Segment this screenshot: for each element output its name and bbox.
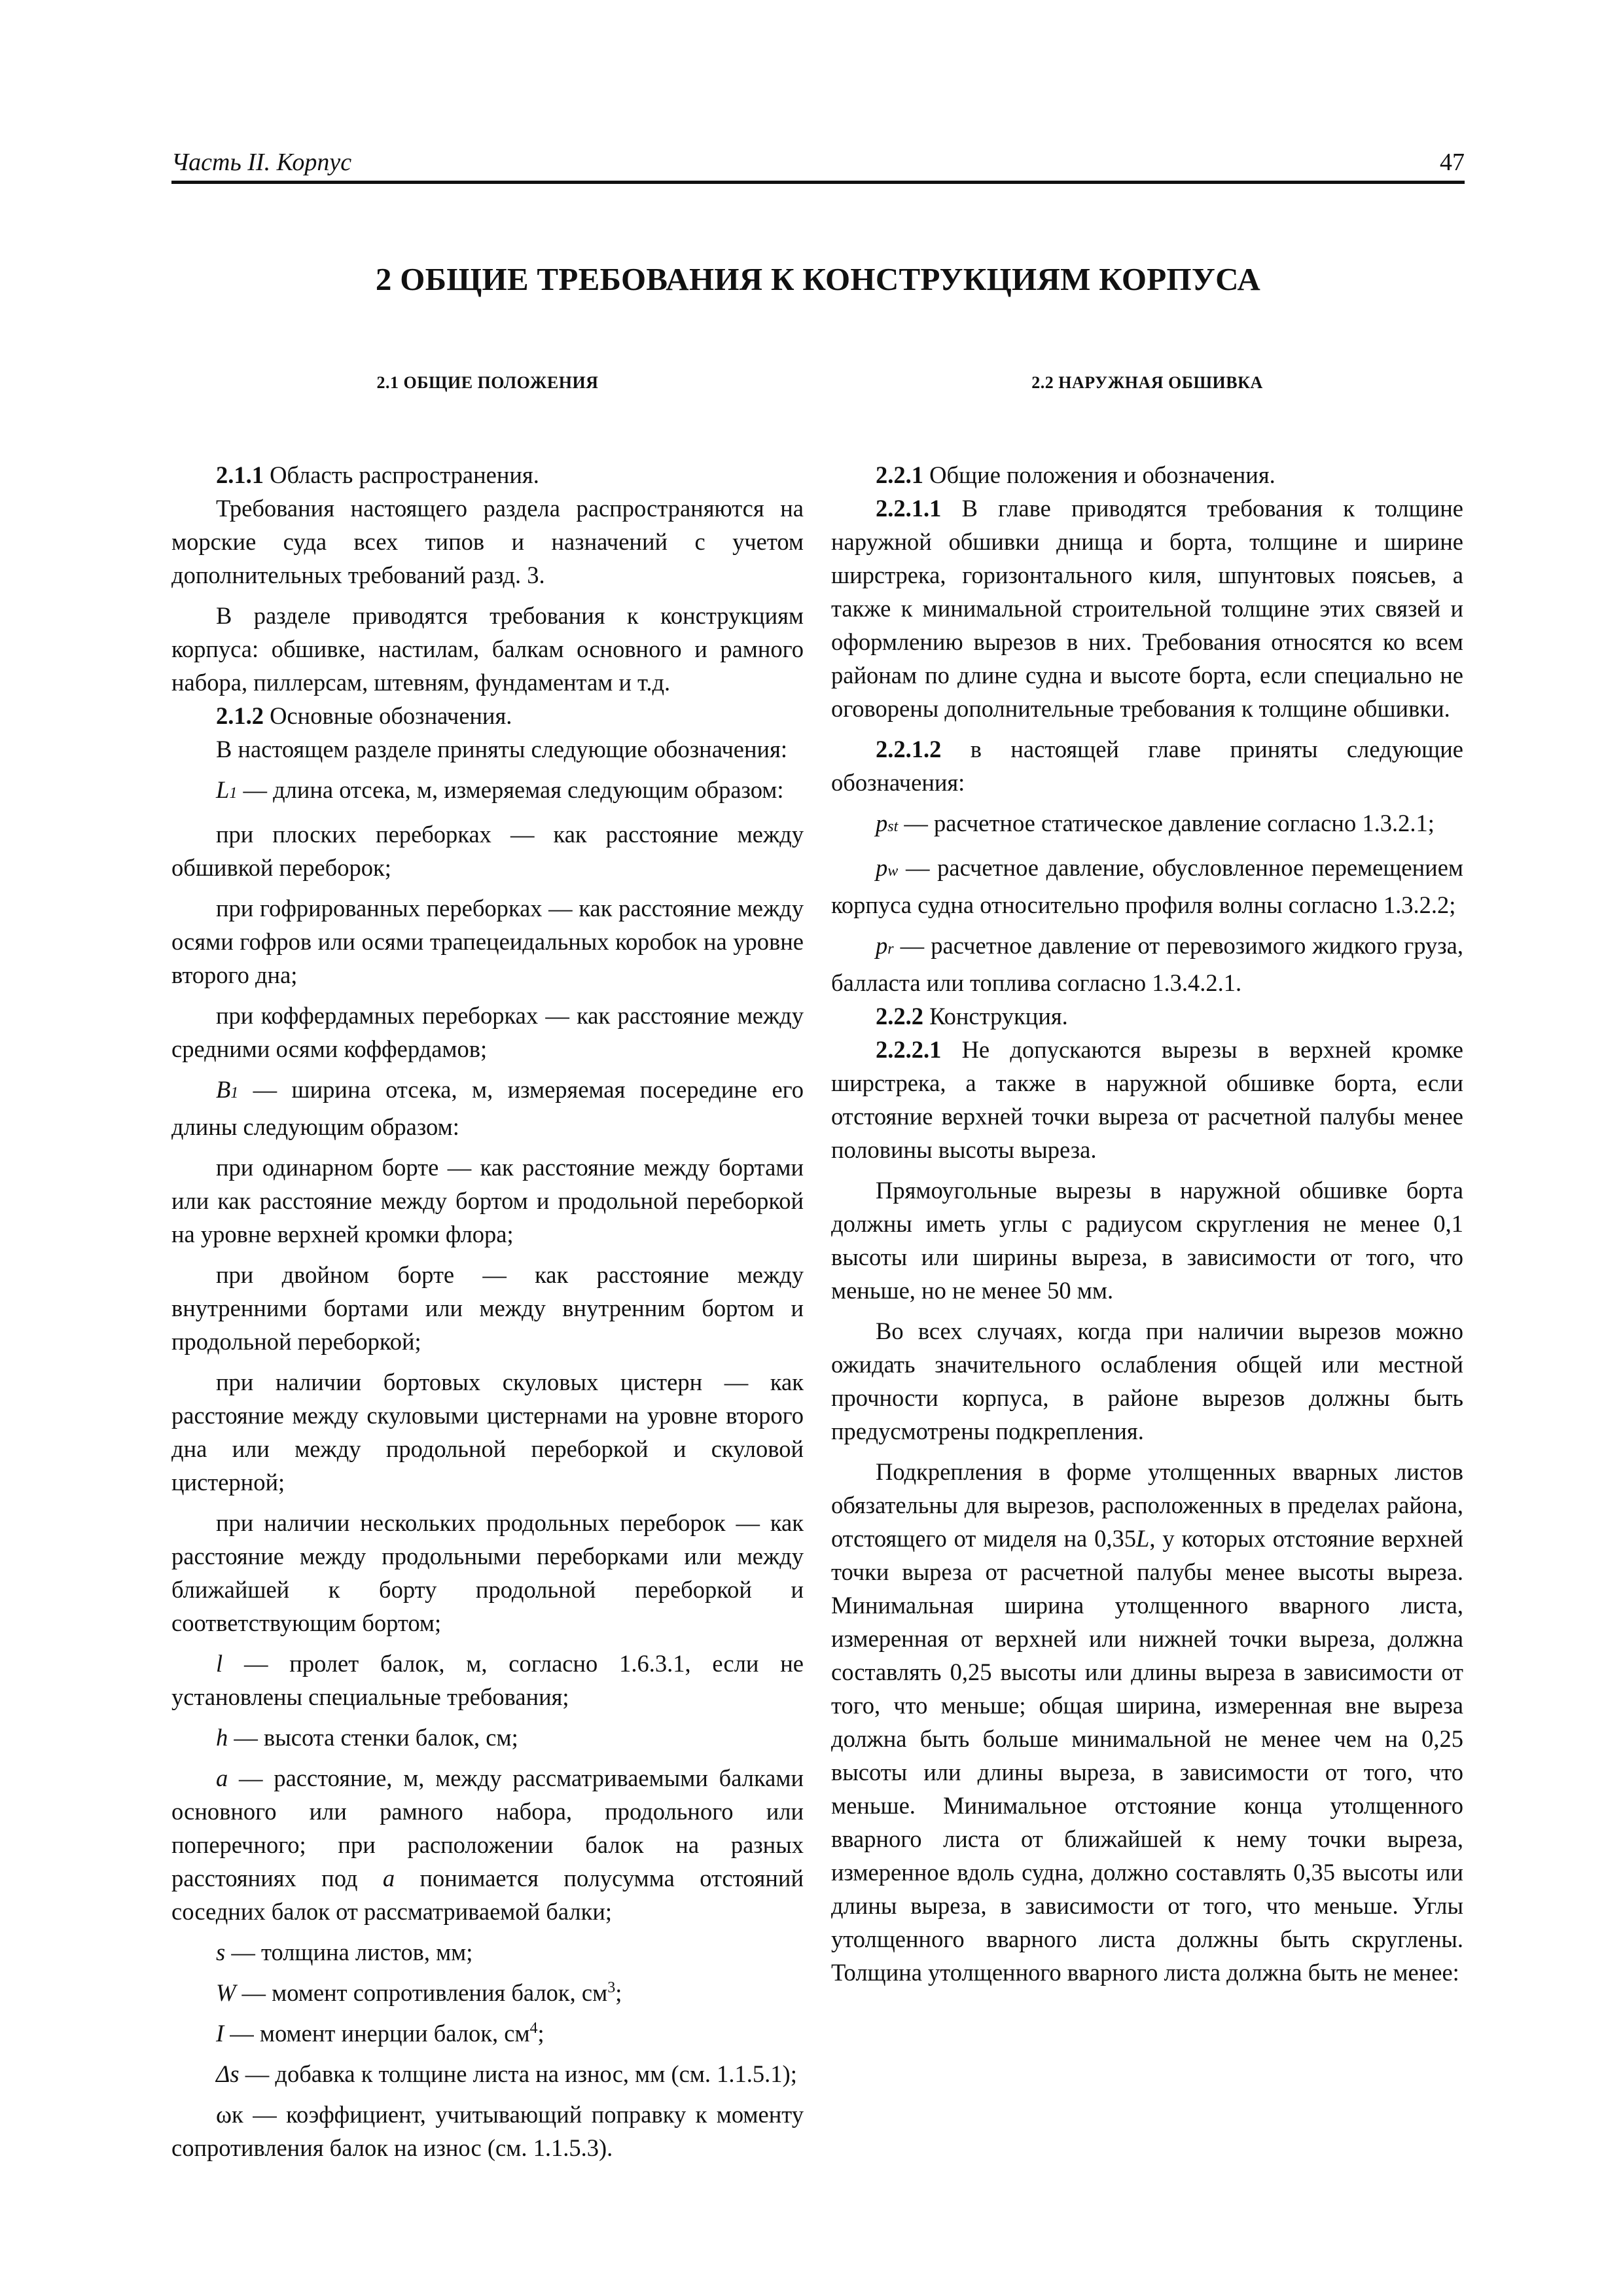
paragraph: Требования настоящего раздела распространяются на морские суда всех типов и назначений с учетом дополнительных требований разд. 3.: [171, 495, 804, 588]
subscript: w: [887, 863, 899, 880]
definition-l: [171, 1647, 804, 1713]
running-head: Часть II. Корпус: [171, 149, 352, 176]
paragraph: при наличии бортовых скуловых цистерн — как расстояние между скуловыми цистернами на уровне второго дна или между продольной переборкой и скуловой цистерной;: [171, 1369, 804, 1496]
definition-text: понимается полусумма отстояний соседних балок от рассматриваемой балки;: [171, 1865, 804, 1925]
subscript: 1: [229, 785, 238, 802]
definition-s: [171, 1935, 804, 1969]
symbol: p: [876, 810, 888, 836]
paragraph: при плоских переборках — как расстояние между обшивкой переборок;: [171, 821, 804, 881]
definition-text: — расчетное давление от перевозимого жидкого груза, балласта или топлива согласно 1.3.4.2.1.: [831, 932, 1463, 996]
heading-number: 2.1.1: [216, 461, 264, 488]
definition-B1: [171, 1073, 804, 1143]
heading-text: Конструкция.: [923, 1003, 1068, 1030]
clause-text: В главе приводятся требования к толщине наружной обшивки днища и борта, толщине и ширине ширстрека, горизонтального киля, шпунтовых поясьев, а также к минимальной строительной толщине этих связей и оформлению вырезов в них. Требования относятся ко всем районам по длине судна и высоте борта, если специально не оговорены дополнительные требования к толщине обшивки.: [831, 495, 1463, 722]
definition-text: — расчетное статическое давление согласно 1.3.2.1;: [898, 810, 1435, 836]
heading-text: Область распространения.: [264, 461, 539, 488]
paragraph: при одинарном борте — как расстояние между бортами или как расстояние между бортом и продольной переборкой на уровне верхней кромки флора;: [171, 1154, 804, 1247]
symbol: I: [216, 2020, 224, 2047]
paragraph-2-2-1-2: [831, 732, 1463, 799]
section-title-2-1: 2.1 ОБЩИЕ ПОЛОЖЕНИЯ: [376, 373, 599, 392]
page-header: [171, 143, 1465, 184]
symbol: l: [216, 1650, 223, 1677]
heading-number: 2.2.1: [876, 461, 923, 488]
definition-I: [171, 2017, 804, 2050]
subscript: r: [887, 941, 894, 958]
paragraph: при гофрированных переборках — как расстояние между осями гофров или осями трапецеидальных коробок на уровне второго дна;: [171, 895, 804, 988]
definition-text: — расчетное давление, обусловленное перемещением корпуса судна относительно профиля волны согласно 1.3.2.2;: [831, 854, 1463, 918]
superscript: 4: [529, 2019, 538, 2037]
superscript: 3: [607, 1979, 616, 1996]
section-title-2-2: 2.2 НАРУЖНАЯ ОБШИВКА: [1031, 373, 1263, 392]
definition-text: — длина отсека, м, измеряемая следующим образом:: [237, 776, 784, 803]
paragraph: Во всех случаях, когда при наличии вырезов можно ожидать значительного ослабления общей или местной прочности корпуса, в районе вырезов должны быть предусмотрены подкрепления.: [831, 1318, 1463, 1444]
symbol: s: [216, 1939, 226, 1965]
symbol: L: [216, 776, 230, 803]
subsection-heading-2-2-1: [831, 458, 1463, 492]
symbol: ωк: [216, 2101, 243, 2128]
clause-number: 2.2.1.2: [876, 736, 942, 762]
definition-text: — добавка к толщине листа на износ, мм (см. 1.1.5.1);: [239, 2060, 797, 2087]
paragraph: В настоящем разделе приняты следующие обозначения:: [216, 736, 788, 762]
subsection-heading-2-1-1: [171, 458, 804, 492]
chapter-title: 2 ОБЩИЕ ТРЕБОВАНИЯ К КОНСТРУКЦИЯМ КОРПУСА: [375, 261, 1261, 297]
symbol: a: [382, 1865, 395, 1892]
definition-pr: [831, 929, 1463, 999]
paragraph: при коффердамных переборках — как расстояние между средними осями коффердамов;: [171, 1002, 804, 1062]
symbol: h: [216, 1724, 228, 1751]
symbol: a: [216, 1765, 228, 1791]
definition-text: — момент сопротивления балок, см: [236, 1979, 608, 2006]
heading-text: Основные обозначения.: [264, 702, 512, 729]
definition-text: — ширина отсека, м, измеряемая посередине его длины следующим образом:: [171, 1076, 804, 1140]
subscript: 1: [230, 1085, 239, 1102]
definition-text: — расстояние, м, между рассматриваемыми балками основного или рамного набора, продольного или поперечного; при расположении балок на разных расстояниях под: [171, 1765, 804, 1892]
definition-L1: [171, 773, 804, 810]
symbol: p: [876, 854, 888, 881]
definition-text: — коэффициент, учитывающий поправку к моменту сопротивления балок на износ (см. 1.1.5.3).: [171, 2101, 804, 2161]
subsection-heading-2-1-2: [171, 699, 804, 732]
symbol: B: [216, 1076, 231, 1103]
symbol: Δs: [216, 2060, 240, 2087]
definition-pw: [831, 851, 1463, 922]
paragraph: [831, 1455, 1463, 1989]
paragraph-2-2-1-1: [831, 492, 1463, 725]
right-column: [831, 373, 1463, 1989]
definition-delta-s: [171, 2057, 804, 2090]
paragraph: при двойном борте — как расстояние между внутренними бортами или между внутренним бортом и продольной переборкой;: [171, 1261, 804, 1355]
definition-end: ;: [615, 1979, 622, 2006]
definition-a: [171, 1761, 804, 1928]
definition-text: — пролет балок, м, согласно 1.6.3.1, если не установлены специальные требования;: [171, 1650, 804, 1710]
paragraph: В разделе приводятся требования к конструкциям корпуса: обшивке, настилам, балкам основного и рамного набора, пиллерсам, штевням, фундаментам и т.д.: [171, 602, 804, 696]
subsection-heading-2-2-2: [831, 999, 1463, 1033]
clause-text: Не допускаются вырезы в верхней кромке ширстрека, а также в наружной обшивке борта, если отстояние верхней точки выреза от расчетной палубы менее половины высоты выреза.: [831, 1036, 1463, 1163]
heading-number: 2.2.2: [876, 1003, 923, 1030]
paragraph: Прямоугольные вырезы в наружной обшивке борта должны иметь углы с радиусом скругления не менее 0,1 высоты или ширины выреза, в зависимости от того, что меньше, но не менее 50 мм.: [831, 1177, 1463, 1304]
definition-h: [171, 1721, 804, 1754]
paragraph-text: , у которых отстояние верхней точки выреза от расчетной палубы менее высоты выреза. Минимальная ширина утолщенного вварного листа, измеренная от верхней или нижней точки выреза, должна составлять 0,25 высоты или длины выреза в зависимости от того, что меньше; общая ширина, измеренная вне выреза должна быть больше минимальной не менее чем на 0,25 высоты или длины выреза, в зависимости от того, что меньше. Минимальное отстояние конца утолщенного вварного листа от ближайшей к нему точки выреза, измеренное вдоль судна, должно составлять 0,35 высоты или длины выреза, в зависимости от того, что меньше. Углы утолщенного вварного листа должны быть скруглены. Толщина утолщенного вварного листа должна быть не менее:: [831, 1525, 1464, 1986]
heading-number: 2.1.2: [216, 702, 264, 729]
heading-text: Общие положения и обозначения.: [923, 461, 1275, 488]
definition-text: — момент инерции балок, см: [224, 2020, 530, 2047]
definition-W: [171, 1976, 804, 2009]
symbol: p: [876, 932, 888, 959]
left-column: [171, 373, 804, 2164]
paragraph: при наличии нескольких продольных переборок — как расстояние между продольными переборками или между ближайшей к борту продольной переборкой и соответствующим бортом;: [171, 1509, 804, 1636]
definition-end: ;: [537, 2020, 544, 2047]
clause-number: 2.2.1.1: [876, 495, 942, 522]
subscript: st: [887, 818, 899, 835]
clause-text: в настоящей главе приняты следующие обозначения:: [831, 736, 1463, 796]
page-number: 47: [1440, 149, 1465, 176]
symbol: W: [216, 1979, 236, 2006]
definition-omega-k: [171, 2098, 804, 2164]
definition-pst: [831, 806, 1463, 844]
paragraph-text: Подкрепления в форме утолщенных вварных листов обязательны для вырезов, расположенных в пределах района, отстоящего от миделя на 0,35: [831, 1458, 1463, 1552]
definition-text: — высота стенки балок, см;: [228, 1724, 518, 1751]
paragraph-2-2-2-1: [831, 1033, 1463, 1166]
symbol: L: [1136, 1525, 1150, 1552]
clause-number: 2.2.2.1: [876, 1036, 942, 1063]
definition-text: — толщина листов, мм;: [225, 1939, 473, 1965]
